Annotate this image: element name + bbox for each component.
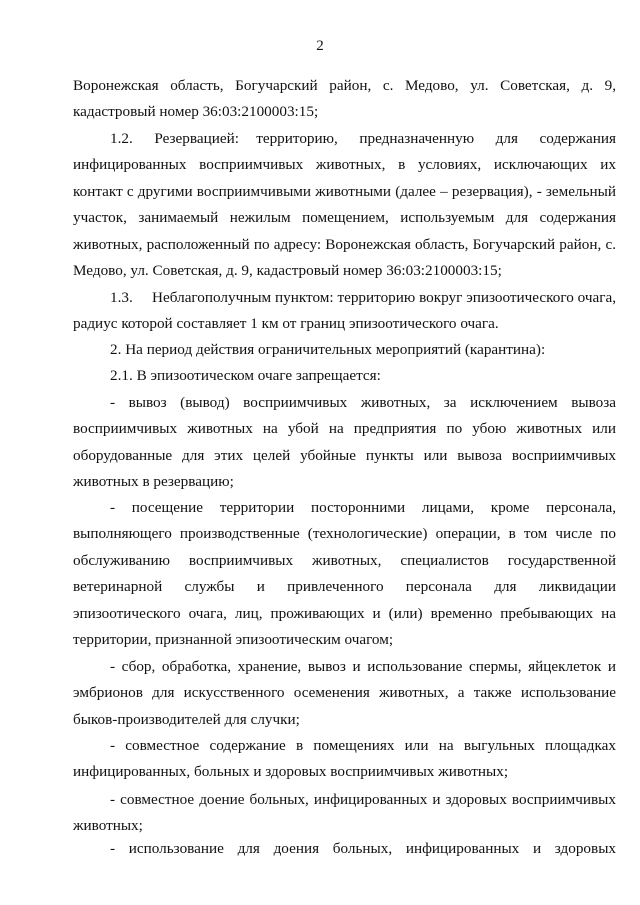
page-number: 2 [316, 38, 324, 54]
list-item-visiting-territory: - посещение территории посторонними лицами, кроме персонала, выполняющего производственные (технологические) операции, в том числе по обслуживанию восприимчивых животных, специалистов государственной ветеринарной службы и привлеченного персонала для ликвидации эпизоотического очага, лиц, проживающих и (или) временно пребывающих на территории, признанной эпизоотическим очагом; [73, 499, 616, 649]
paragraph-1-3-unfavorable-point: 1.3. Неблагополучным пунктом: территорию вокруг эпизоотического очага, радиус которой составляет 1 км от границ эпизоотического очага. [73, 289, 620, 333]
paragraph-2-quarantine-period: 2. На период действия ограничительных мероприятий (карантина): [110, 341, 546, 358]
list-item-joint-milking: - совместное доение больных, инфицированных и здоровых восприимчивых животных; [73, 791, 616, 835]
paragraph-address: Воронежская область, Богучарский район, с. Медово, ул. Советская, д. 9, кадастровый номер 36:03:2100003:15; [73, 77, 616, 121]
list-item-export-animals: - вывоз (вывод) восприимчивых животных, за исключением вывоза восприимчивых животных на убой на предприятия по убою животных или оборудованные для этих целей убойные пункты или вывоза восприимчивых животных в резервацию; [73, 394, 616, 491]
list-item-joint-keeping: - совместное содержание в помещениях или на выгульных площадках инфицированных, больных и здоровых восприимчивых животных; [73, 737, 616, 781]
paragraph-1-2-reservation: 1.2. Резервацией: территорию, предназначенную для содержания инфицированных восприимчивых животных, в условиях, исключающих их контакт с другими восприимчивыми животными (далее – резервация), - земельный участок, занимаемый нежилым помещением, используемым для содержания животных, расположенный по адресу: Воронежская область, Богучарский район, с. Медово, ул. Советская, д. 9, кадастровый номер 36:03:2100003:15; [73, 130, 620, 280]
paragraph-2-1-prohibited: 2.1. В эпизоотическом очаге запрещается: [110, 367, 381, 384]
list-item-milking-use: - использование для доения больных, инфицированных и здоровых [110, 840, 616, 857]
list-item-sperm-collection: - сбор, обработка, хранение, вывоз и использование спермы, яйцеклеток и эмбрионов для искусственного осеменения животных, а также использование быков-производителей для случки; [73, 658, 616, 728]
